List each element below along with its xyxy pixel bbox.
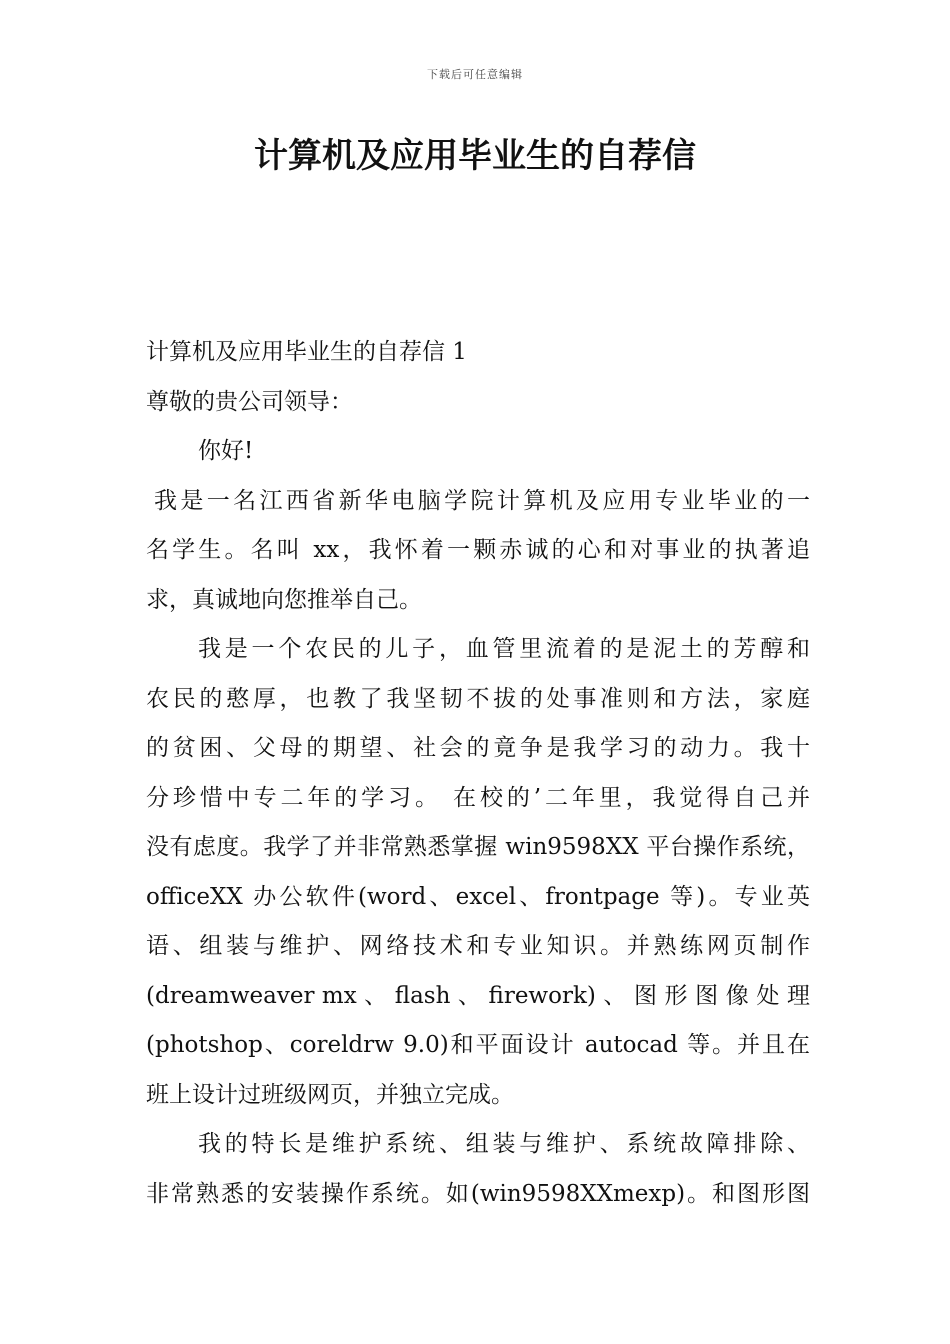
letter-subtitle: 计算机及应用毕业生的自荐信 1 xyxy=(146,339,467,365)
paragraph-line: 没有虑度。我学了并非常熟悉掌握 win9598XX 平台操作系统， xyxy=(146,834,810,860)
paragraph-line: 农民的憨厚，也教了我坚韧不拔的处事准则和方法，家庭 xyxy=(146,685,810,712)
paragraph-line: 我的特长是维护系统、组装与维护、系统故障排除、 xyxy=(198,1131,810,1157)
paragraph-line: 我是一名江西省新华电脑学院计算机及应用专业毕业的一 xyxy=(154,487,810,514)
paragraph-line: 的贫困、父母的期望、社会的竟争是我学习的动力。我十 xyxy=(146,735,810,761)
paragraph-line: 名学生。名叫 xx，我怀着一颗赤诚的心和对事业的执著追 xyxy=(146,537,810,563)
paragraph-line: 语、组装与维护、网络技术和专业知识。并熟练网页制作 xyxy=(146,933,810,959)
paragraph-background xyxy=(146,625,810,1120)
paragraph-line: 非常熟悉的安装操作系统。如(win9598XXmexp)。和图形图 xyxy=(146,1180,810,1207)
paragraph-line: 我是一个农民的儿子，血管里流着的是泥土的芳醇和 xyxy=(198,636,810,662)
salutation: 尊敬的贵公司领导： xyxy=(146,388,353,415)
paragraph-line: (dreamweaver mx 、 flash 、 firework) 、 图 形 图 像 处 理 xyxy=(146,982,810,1009)
letter-body xyxy=(146,328,810,1219)
paragraph-line: officeXX 办公软件(word、excel、frontpage 等)。专业英 xyxy=(146,883,810,910)
paragraph-specialties xyxy=(146,1120,810,1219)
paragraph-line: (photshop、coreldrw 9.0)和平面设计 autocad 等。并且在 xyxy=(146,1032,810,1058)
paragraph-introduction xyxy=(146,477,810,626)
paragraph-line: 班上设计过班级网页，并独立完成。 xyxy=(146,1081,514,1108)
document-title: 计算机及应用毕业生的自荐信 xyxy=(254,136,696,176)
header-note: 下载后可任意编辑 xyxy=(427,68,523,81)
paragraph-line: 求，真诚地向您推举自己。 xyxy=(146,586,422,613)
greeting: 你好! xyxy=(198,438,254,464)
paragraph-line: 分珍惜中专二年的学习。 在校的’二年里，我觉得自己并 xyxy=(146,784,810,811)
